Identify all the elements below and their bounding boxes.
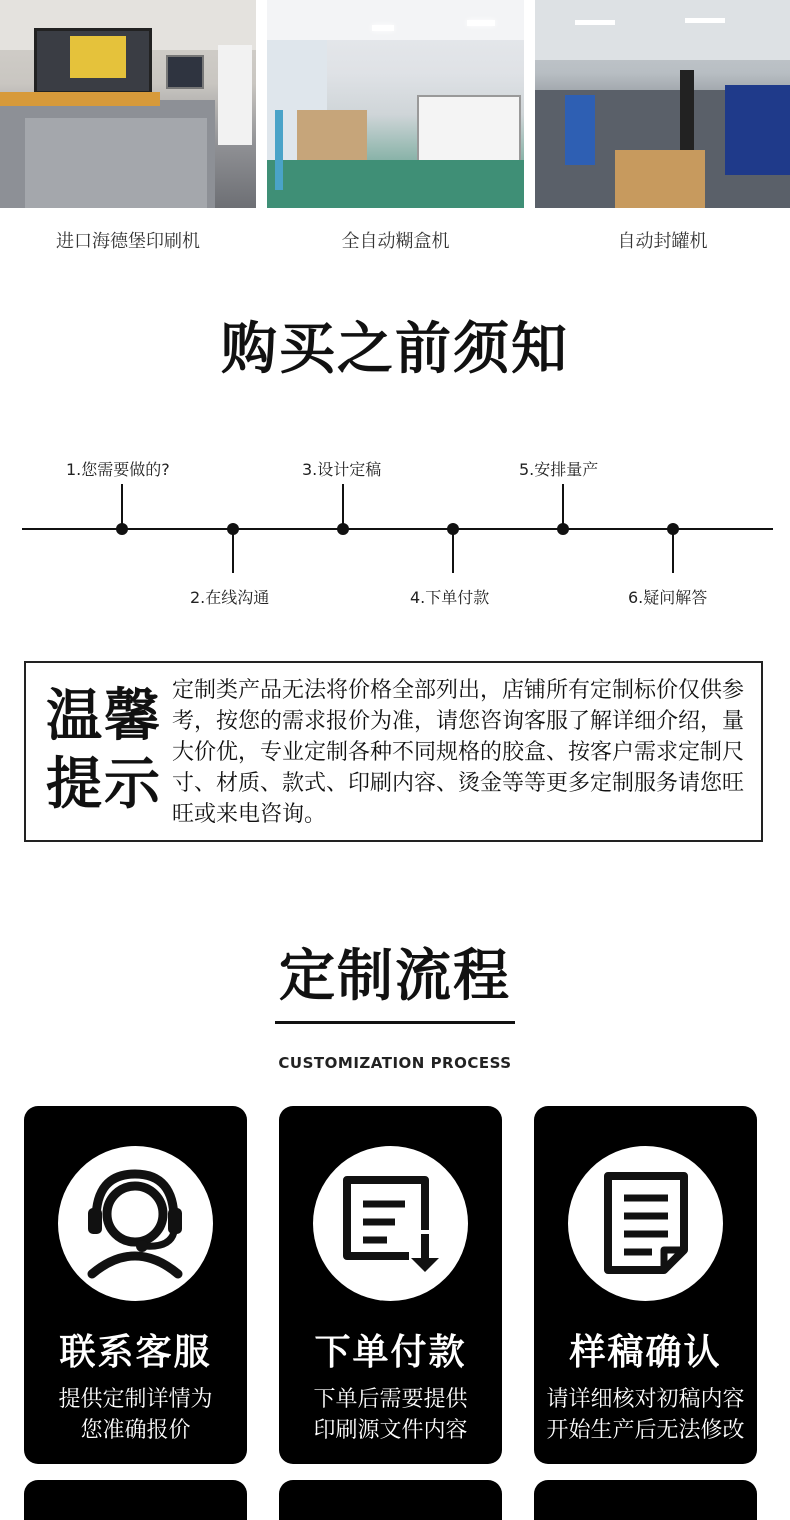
timeline-step-2: 2.在线沟通 bbox=[190, 588, 270, 607]
timeline-stem bbox=[232, 529, 234, 573]
timeline-step-4: 4.下单付款 bbox=[410, 588, 490, 607]
process-card-desc-line: 印刷源文件内容 bbox=[313, 1418, 468, 1443]
notice-section-title: 购买之前须知 bbox=[221, 317, 569, 382]
process-card-desc-line: 开始生产后无法修改 bbox=[546, 1418, 745, 1443]
timeline-dot bbox=[227, 523, 239, 535]
timeline-stem bbox=[121, 484, 123, 528]
process-card-desc-line: 您准确报价 bbox=[80, 1418, 191, 1443]
timeline-dot bbox=[337, 523, 349, 535]
process-card-desc bbox=[534, 1384, 757, 1446]
process-card-order bbox=[279, 1106, 502, 1464]
process-card-title: 下单付款 bbox=[314, 1332, 467, 1373]
timeline-dot bbox=[116, 523, 128, 535]
order-download-icon bbox=[313, 1146, 468, 1301]
purchase-timeline bbox=[0, 440, 790, 620]
timeline-dot bbox=[667, 523, 679, 535]
timeline-dot bbox=[557, 523, 569, 535]
process-card-next-row bbox=[24, 1480, 247, 1520]
warm-tip-title-line2: 提示 bbox=[46, 752, 162, 817]
printing-press-photo bbox=[0, 0, 256, 208]
warm-tip-body: 定制类产品无法将价格全部列出，店铺所有定制标价仅供参考，按您的需求报价为准，请您咨询客服了解详细介绍，量大价优，专业定制各种不同规格的胶盒、按客户需求定制尺寸、材质、款式、印刷内容、烫金等等更多定制服务请您旺旺或来电咨询。 bbox=[172, 678, 745, 827]
timeline-stem bbox=[562, 484, 564, 528]
process-card-desc-line: 下单后需要提供 bbox=[313, 1387, 468, 1412]
timeline-step-5: 5.安排量产 bbox=[519, 460, 599, 479]
process-card-desc bbox=[279, 1384, 502, 1446]
document-icon bbox=[568, 1146, 723, 1301]
process-card-desc bbox=[24, 1384, 247, 1446]
process-card-proof bbox=[534, 1106, 757, 1464]
process-card-next-row bbox=[534, 1480, 757, 1520]
process-card-desc-line: 提供定制详情为 bbox=[58, 1387, 213, 1412]
process-card-contact bbox=[24, 1106, 247, 1464]
warm-tip-title bbox=[46, 683, 162, 819]
equipment-caption-2: 全自动糊盒机 bbox=[341, 231, 450, 252]
process-title: 定制流程 bbox=[279, 944, 511, 1009]
can-sealing-machine-photo bbox=[535, 0, 790, 208]
box-gluing-machine-photo bbox=[267, 0, 524, 208]
timeline-stem bbox=[672, 529, 674, 573]
equipment-caption-3: 自动封罐机 bbox=[617, 231, 708, 252]
timeline-line bbox=[22, 528, 773, 530]
timeline-stem bbox=[452, 529, 454, 573]
warm-tip-box bbox=[24, 661, 763, 842]
timeline-step-6: 6.疑问解答 bbox=[628, 588, 708, 607]
customer-service-icon bbox=[58, 1146, 213, 1301]
process-card-title: 联系客服 bbox=[59, 1332, 212, 1373]
equipment-photo-strip bbox=[0, 0, 790, 208]
warm-tip-title-line1: 温馨 bbox=[46, 684, 162, 749]
timeline-stem bbox=[342, 484, 344, 528]
process-title-underline bbox=[275, 1021, 515, 1024]
process-card-next-row bbox=[279, 1480, 502, 1520]
equipment-caption-1: 进口海德堡印刷机 bbox=[56, 231, 200, 252]
timeline-step-3: 3.设计定稿 bbox=[302, 460, 382, 479]
process-subtitle: CUSTOMIZATION PROCESS bbox=[278, 1054, 512, 1072]
timeline-dot bbox=[447, 523, 459, 535]
process-card-title: 样稿确认 bbox=[569, 1332, 722, 1373]
process-card-desc-line: 请详细核对初稿内容 bbox=[546, 1387, 745, 1412]
timeline-step-1: 1.您需要做的? bbox=[66, 460, 170, 479]
